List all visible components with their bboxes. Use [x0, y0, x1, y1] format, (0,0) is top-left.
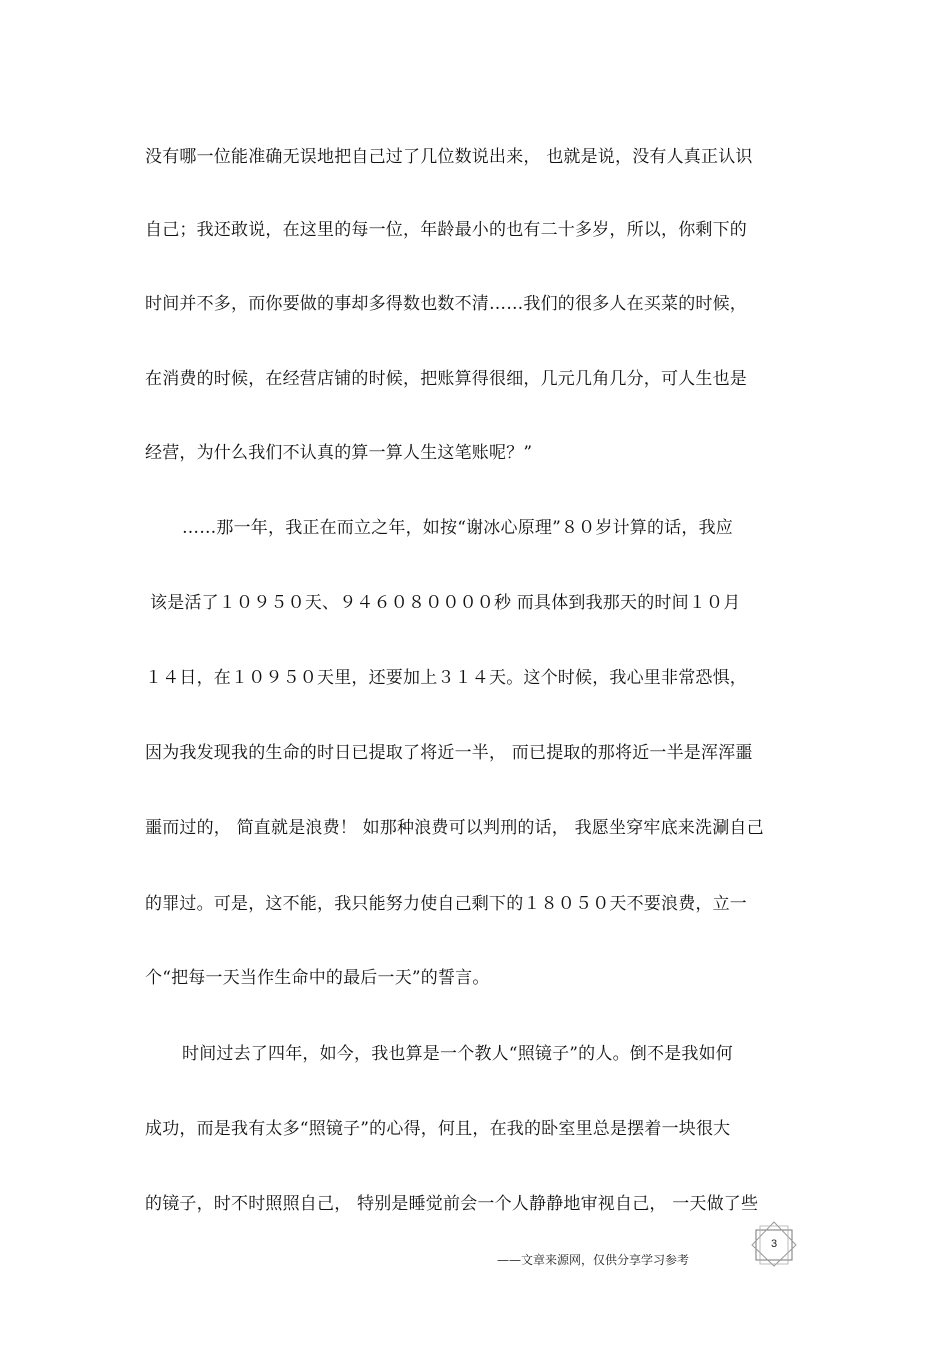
- paragraph-start-line-13: 时间过去了四年，如今，我也算是一个教人“照镜子”的人。倒不是我如何: [182, 1044, 733, 1064]
- paragraph-start-line-6: ……那一年，我正在而立之年，如按“谢冰心原理”８０岁计算的话，我应: [182, 518, 733, 538]
- text-line-8: １４日，在１０９５０天里，还要加上３１４天。这个时候，我心里非常恐惧，: [145, 668, 747, 688]
- text-line-12: 个“把每一天当作生命中的最后一天”的誓言。: [145, 968, 490, 988]
- page-number: 3: [770, 1238, 778, 1250]
- text-line-3: 时间并不多，而你要做的事却多得数也数不清……我们的很多人在买菜的时候，: [145, 294, 747, 314]
- footer-source-note: ——文章来源网，仅供分享学习参考: [497, 1253, 690, 1267]
- text-line-7: 该是活了１０９５０天、９４６０８００００秒 而具体到我那天的时间１０月: [150, 593, 741, 613]
- text-line-1: 没有哪一位能准确无误地把自己过了几位数说出来， 也就是说，没有人真正认识: [145, 147, 753, 167]
- text-line-4: 在消费的时候，在经营店铺的时候，把账算得很细，几元几角几分，可人生也是: [145, 369, 747, 389]
- text-line-11: 的罪过。可是，这不能，我只能努力使自己剩下的１８０５０天不要浪费，立一: [145, 894, 747, 914]
- text-line-10: 噩而过的， 简直就是浪费！ 如那种浪费可以判刑的话， 我愿坐穿牢底来洗涮自己: [145, 818, 764, 838]
- text-line-9: 因为我发现我的生命的时日已提取了将近一半， 而已提取的那将近一半是浑浑噩: [145, 743, 753, 763]
- text-line-2: 自己；我还敢说，在这里的每一位，年龄最小的也有二十多岁，所以，你剩下的: [145, 220, 747, 240]
- page-number-badge: [750, 1220, 798, 1268]
- text-line-15: 的镜子，时不时照照自己， 特别是睡觉前会一个人静静地审视自己， 一天做了些: [145, 1194, 759, 1214]
- text-line-5: 经营，为什么我们不认真的算一算人生这笔账呢？”: [145, 443, 533, 463]
- text-line-14: 成功，而是我有太多“照镜子”的心得，何且，在我的卧室里总是摆着一块很大: [145, 1119, 731, 1139]
